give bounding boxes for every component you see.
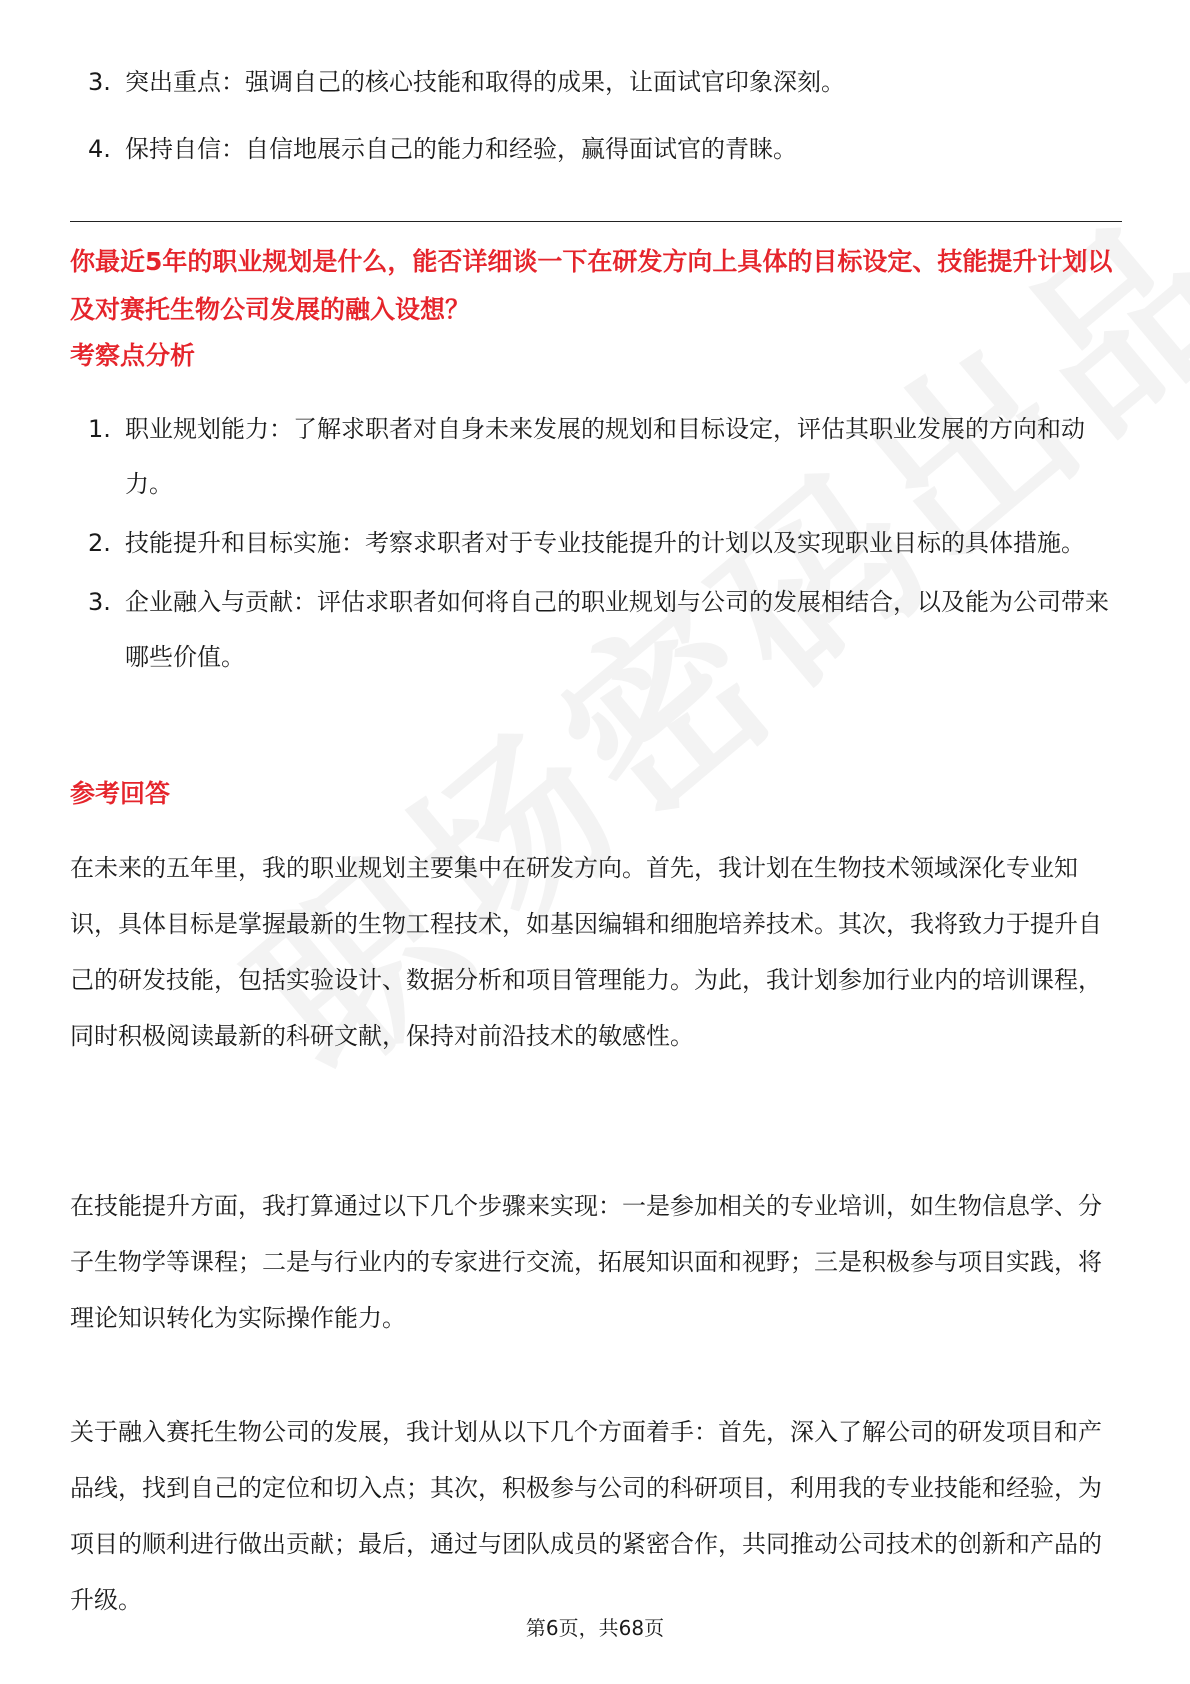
section-divider	[70, 221, 1122, 222]
question-heading: 你最近5年的职业规划是什么，能否详细谈一下在研发方向上具体的目标设定、技能提升计划以及对赛托生物公司发展的融入设想？	[70, 247, 1113, 324]
list-item-text: 职业规划能力：了解求职者对自身未来发展的规划和目标设定，评估其职业发展的方向和动力。	[125, 415, 1085, 498]
list-item-text: 企业融入与贡献：评估求职者如何将自己的职业规划与公司的发展相结合，以及能为公司带来哪些价值。	[125, 588, 1109, 671]
list-item-text: 突出重点：强调自己的核心技能和取得的成果，让面试官印象深刻。	[125, 68, 845, 96]
list-number: 3.	[88, 588, 111, 616]
answer-paragraph: 关于融入赛托生物公司的发展，我计划从以下几个方面着手：首先，深入了解公司的研发项目和产品线，找到自己的定位和切入点；其次，积极参与公司的科研项目，利用我的专业技能和经验，为项目的顺利进行做出贡献；最后，通过与团队成员的紧密合作，共同推动公司技术的创新和产品的升级。	[70, 1418, 1102, 1614]
answer-heading: 参考回答	[70, 779, 171, 808]
page-number: 第6页，共68页	[525, 1616, 665, 1640]
list-item	[70, 516, 1120, 571]
list-number: 4.	[88, 135, 111, 163]
list-item	[70, 402, 1120, 512]
list-item	[70, 575, 1120, 685]
top-list	[70, 55, 1120, 189]
list-item-text: 保持自信：自信地展示自己的能力和经验，赢得面试官的青睐。	[125, 135, 797, 163]
answer-paragraph: 在技能提升方面，我打算通过以下几个步骤来实现：一是参加相关的专业培训，如生物信息学、分子生物学等课程；二是与行业内的专家进行交流，拓展知识面和视野；三是积极参与项目实践，将理论知识转化为实际操作能力。	[70, 1192, 1102, 1332]
list-number: 3.	[88, 68, 111, 96]
answer-paragraph: 在未来的五年里，我的职业规划主要集中在研发方向。首先，我计划在生物技术领域深化专业知识，具体目标是掌握最新的生物工程技术，如基因编辑和细胞培养技术。其次，我将致力于提升自己的研发技能，包括实验设计、数据分析和项目管理能力。为此，我计划参加行业内的培训课程，同时积极阅读最新的科研文献，保持对前沿技术的敏感性。	[70, 854, 1102, 1050]
list-item-text: 技能提升和目标实施：考察求职者对于专业技能提升的计划以及实现职业目标的具体措施。	[125, 529, 1085, 557]
analysis-heading: 考察点分析	[70, 341, 196, 370]
list-number: 2.	[88, 529, 111, 557]
list-item	[70, 122, 1120, 177]
list-item	[70, 55, 1120, 110]
analysis-list	[70, 402, 1120, 689]
list-number: 1.	[88, 415, 111, 443]
